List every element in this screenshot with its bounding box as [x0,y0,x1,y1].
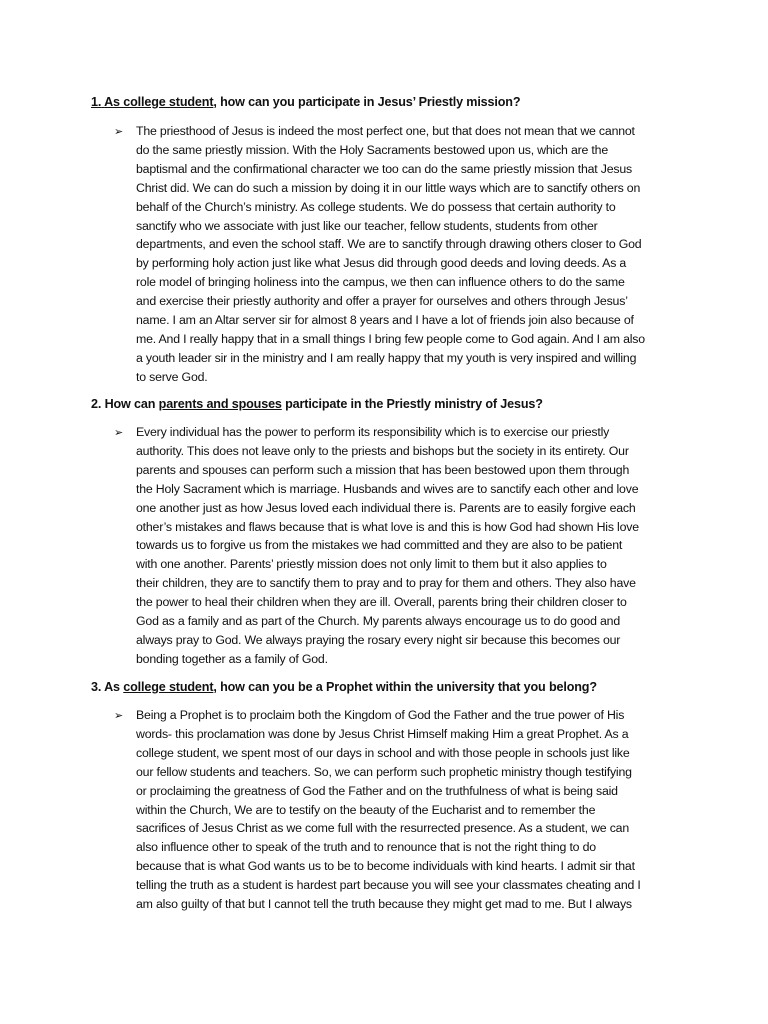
answer-line: college student, we spent most of our days in school and with those people in schools just like [136,745,630,760]
question-1-number: 1. [91,95,102,109]
answer-line: am also guilty of that but I cannot tell the truth because they might get mad to me. But I always [136,897,632,912]
answer-line: Being a Prophet is to proclaim both the Kingdom of God the Father and the true power of His [136,708,625,722]
arrow-bullet-icon: ➢ [114,710,124,722]
answer-line: the power to heal their children when they are ill. Overall, parents bring their children closer to [136,595,627,610]
answer-line: The priesthood of Jesus is indeed the most perfect one, but that does not mean that we cannot [136,124,635,138]
answer-line: behalf of the Church’s ministry. As college students. We do possess that certain authority to [136,199,616,214]
answer-line: and exercise their priestly authority and offer a prayer for ourselves and others through Jesus’ [136,294,628,309]
answer-line: Christ did. We can do such a mission by doing it in our little ways which are to sanctify others on [136,180,641,195]
answer-line: one another just as how Jesus loved each individual there is. Parents are to easily forgive each [136,500,636,515]
answer-line: to serve God. [136,369,208,384]
answer-line: telling the truth as a student is hardest part because you will see your classmates cheating and I [136,878,641,893]
question-2-prefix: How can [104,397,159,411]
question-2-underlined: parents and spouses [158,397,282,411]
answer-line: or proclaiming the greatness of God the Father and on the truthfulness of what is being said [136,783,618,798]
arrow-bullet-icon: ➢ [114,427,124,439]
answer-line: me. And I really happy that in a small things I bring few people come to God again. And I am also [136,331,645,346]
answer-line: within the Church, We are to testify on the beauty of the Eucharist and to remember the [136,802,596,817]
answer-line: God as a family and as part of the Church. My parents always encourage us to do good and [136,614,620,629]
answer-line: the Holy Sacrament which is marriage. Husbands and wives are to sanctify each other and love [136,481,639,496]
answer-3-text [136,706,688,914]
answer-line: baptismal and the confirmational character we too can do the same priestly mission that Jesus [136,161,632,176]
answer-line: with one another. Parents’ priestly mission does not only limit to them but it also applies to [136,557,607,572]
answer-line: their children, they are to sanctify them to pray and to pray for them and others. They also have [136,576,636,591]
question-3-prefix: As [104,680,124,694]
answer-line: role model of bringing holiness into the campus, we then can influence others to do the same [136,275,625,290]
answer-line: Every individual has the power to perform its responsibility which is to exercise our priestly [136,425,610,439]
question-1-rest: , how can you participate in Jesus’ Priestly mission? [213,95,521,109]
answer-line: bonding together as a family of God. [136,651,328,666]
question-2-number: 2. [91,397,102,411]
question-2 [91,395,711,413]
question-3-number: 3. [91,680,102,694]
answer-line: towards us to forgive us from the mistakes we had committed and they are also to be patient [136,538,623,553]
answer-line: do the same priestly mission. With the Holy Sacraments bestowed upon us, which are the [136,142,608,157]
question-2-rest: participate in the Priestly ministry of Jesus? [281,397,543,411]
question-1 [91,93,711,111]
question-1-underlined: As college student [104,95,214,109]
answer-line: name. I am an Altar server sir for almost 8 years and I have a lot of friends join also because of [136,313,634,328]
answer-line: authority. This does not leave only to the priests and bishops but the society in its entirety. Our [136,443,629,458]
question-1-number-and-subject [91,95,213,109]
answer-1-text [136,122,688,387]
answer-line: also influence other to speak of the truth and to renounce that is not the right thing to do [136,840,596,855]
answer-line: sanctify who we associate with just like our teacher, fellow students, students from other [136,218,598,233]
answer-line: sacrifices of Jesus Christ as we come full with the resurrected presence. As a student, we can [136,821,630,836]
answer-line: departments, and even the school staff. We are to sanctify through drawing others closer to God [136,237,642,252]
answer-line: parents and spouses can perform such a mission that has been bestowed upon them through [136,462,630,477]
answer-line: always pray to God. We always praying the rosary every night sir because this becomes our [136,632,621,647]
answer-line: words- this proclamation was done by Jesus Christ Himself making Him a great Prophet. As a [136,726,629,741]
answer-2-text [136,423,688,669]
question-3 [91,678,711,696]
answer-line: a youth leader sir in the ministry and I am really happy that my youth is very inspired and willing [136,350,637,365]
question-3-underlined: college student [123,680,214,694]
arrow-bullet-icon: ➢ [114,126,124,138]
answer-line: because that is what God wants us to be to become individuals with kind hearts. I admit sir that [136,859,635,874]
answer-line: our fellow students and teachers. So, we can perform such prophetic ministry though testifying [136,764,632,779]
answer-line: other’s mistakes and flaws because that is what love is and this is how God had shown His love [136,519,639,534]
question-3-rest: , how can you be a Prophet within the university that you belong? [213,680,597,694]
answer-line: by performing holy action just like what Jesus did through good deeds and loving deeds. As a [136,256,627,271]
